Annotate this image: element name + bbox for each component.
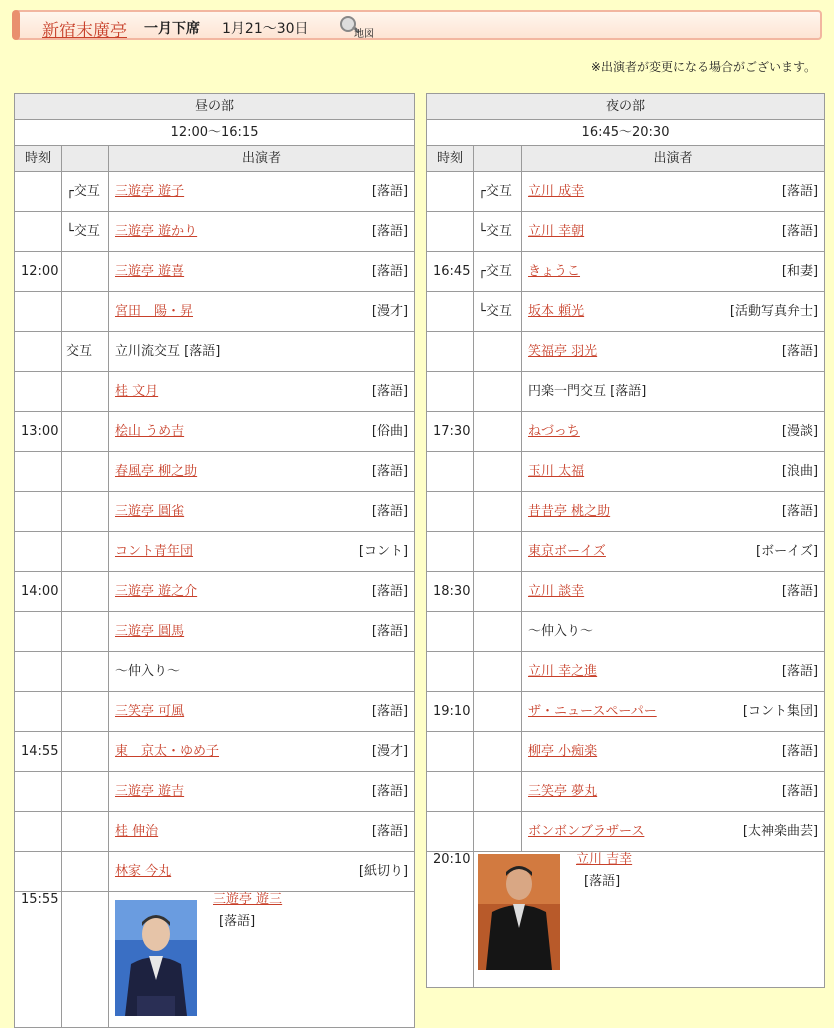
- row-rotation-mark: [474, 332, 522, 372]
- row-rotation-mark: [62, 612, 109, 652]
- row-time: 16:45: [427, 252, 474, 292]
- performer-link[interactable]: 立川 幸之進: [528, 663, 598, 679]
- schedule-row: [15, 492, 415, 532]
- row-rotation-mark: └交互: [474, 292, 522, 332]
- row-rotation-mark: [474, 772, 522, 812]
- row-time: [15, 652, 62, 692]
- row-performer-cell: [522, 412, 825, 452]
- row-time: [427, 732, 474, 772]
- row-performer-cell: [522, 652, 825, 692]
- performer-link[interactable]: 三遊亭 遊喜: [115, 263, 185, 279]
- term-label: 一月下席: [144, 21, 200, 37]
- schedule-row: [15, 612, 415, 652]
- schedule-row: [427, 572, 825, 612]
- performer-link[interactable]: 桂 伸治: [115, 823, 159, 839]
- headliner-time: 15:55: [15, 892, 62, 1028]
- performer-link[interactable]: 昔昔亭 桃之助: [528, 503, 611, 519]
- day-hours: 12:00〜16:15: [15, 120, 415, 146]
- performer-link[interactable]: 立川 幸朝: [528, 223, 585, 239]
- row-performer-cell: [522, 492, 825, 532]
- performer-line: [528, 344, 818, 360]
- schedule-row: [427, 812, 825, 852]
- row-performer-cell: [522, 212, 825, 252]
- schedule-row: [427, 732, 825, 772]
- row-time: [427, 492, 474, 532]
- row-time: [427, 652, 474, 692]
- row-rotation-mark: [62, 812, 109, 852]
- row-time: [427, 532, 474, 572]
- row-performer-cell: [522, 772, 825, 812]
- genre-label: [落語]: [371, 223, 409, 239]
- performer-link[interactable]: 三遊亭 圓馬: [115, 623, 185, 639]
- performer-line: [528, 224, 818, 240]
- performer-link[interactable]: 林家 今丸: [115, 863, 172, 879]
- row-time: [15, 492, 62, 532]
- schedule-row: [427, 212, 825, 252]
- row-performer-cell: [522, 252, 825, 292]
- performer-link[interactable]: 宮田 陽・昇: [115, 303, 194, 319]
- row-rotation-mark: [62, 252, 109, 292]
- headliner-genre: [落語]: [584, 874, 621, 889]
- performer-text: 円楽一門交互 [落語]: [528, 383, 647, 399]
- performer-link[interactable]: 立川 談幸: [528, 583, 585, 599]
- performer-link[interactable]: ボンボンブラザース: [528, 823, 645, 839]
- day-title: 昼の部: [15, 94, 415, 120]
- row-rotation-mark: ┌交互: [474, 252, 522, 292]
- schedule-row: [15, 412, 415, 452]
- row-rotation-mark: [62, 852, 109, 892]
- schedule-row: [15, 772, 415, 812]
- performer-line: [115, 504, 408, 520]
- row-time: [15, 332, 62, 372]
- schedule-row: [427, 372, 825, 412]
- performer-link[interactable]: 三笑亭 夢丸: [528, 783, 598, 799]
- row-rotation-mark: [474, 572, 522, 612]
- performer-line: [115, 464, 408, 480]
- schedule-row: [15, 732, 415, 772]
- performer-line: [528, 784, 818, 800]
- performer-line: [528, 664, 818, 680]
- genre-label: [紙切り]: [358, 863, 409, 879]
- headliner-name-link[interactable]: 三遊亭 遊三: [213, 892, 283, 907]
- genre-label: [落語]: [781, 343, 819, 359]
- row-performer-cell: [109, 812, 415, 852]
- row-rotation-mark: [62, 532, 109, 572]
- row-time: [15, 172, 62, 212]
- schedule-row: [427, 692, 825, 732]
- performer-line: [115, 584, 408, 600]
- performer-text: 立川流交互 [落語]: [115, 343, 221, 359]
- performer-link[interactable]: 東 京太・ゆめ子: [115, 743, 220, 759]
- row-rotation-mark: [62, 692, 109, 732]
- performer-link[interactable]: 三遊亭 遊かり: [115, 223, 198, 239]
- performer-line: [528, 824, 818, 840]
- mark-header: [474, 146, 522, 172]
- row-time: [15, 612, 62, 652]
- row-performer-cell: [109, 532, 415, 572]
- row-rotation-mark: [62, 452, 109, 492]
- performer-line: [528, 264, 818, 280]
- row-rotation-mark: [62, 772, 109, 812]
- performer-line: [115, 864, 408, 880]
- row-rotation-mark: [62, 412, 109, 452]
- row-rotation-mark: [474, 452, 522, 492]
- performer-line: [528, 744, 818, 760]
- performer-link[interactable]: 桂 文月: [115, 383, 159, 399]
- time-header: 時刻: [427, 146, 474, 172]
- row-time: [15, 212, 62, 252]
- schedule-row: [15, 452, 415, 492]
- schedule-row: [427, 612, 825, 652]
- map-link[interactable]: [338, 14, 378, 40]
- performer-header: 出演者: [522, 146, 825, 172]
- row-rotation-mark: [62, 372, 109, 412]
- genre-label: [落語]: [781, 223, 819, 239]
- row-performer-cell: [109, 292, 415, 332]
- genre-label: [落語]: [371, 823, 409, 839]
- row-rotation-mark: [474, 652, 522, 692]
- schedule-row: [427, 172, 825, 212]
- schedule-row: [15, 852, 415, 892]
- night-title: 夜の部: [427, 94, 825, 120]
- genre-label: [漫談]: [781, 423, 819, 439]
- performer-line: [528, 424, 818, 440]
- performer-line: [115, 704, 408, 720]
- performer-text: 〜仲入り〜: [528, 623, 594, 639]
- banner-pin: [12, 10, 20, 40]
- row-time: 14:55: [15, 732, 62, 772]
- row-time: 18:30: [427, 572, 474, 612]
- performer-link[interactable]: 柳亭 小痴楽: [528, 743, 598, 759]
- row-time: [15, 852, 62, 892]
- row-rotation-mark: [474, 812, 522, 852]
- schedule-row: [427, 252, 825, 292]
- headliner-mark: [62, 892, 109, 1028]
- row-rotation-mark: [474, 732, 522, 772]
- schedule-row: [15, 372, 415, 412]
- row-rotation-mark: ┌交互: [62, 172, 109, 212]
- row-performer-cell: [522, 372, 825, 412]
- row-performer-cell: [522, 692, 825, 732]
- row-time: 14:00: [15, 572, 62, 612]
- row-rotation-mark: └交互: [62, 212, 109, 252]
- row-performer-cell: [522, 612, 825, 652]
- headliner-photo[interactable]: [478, 854, 560, 970]
- schedule-row: [15, 332, 415, 372]
- day-schedule-table: [14, 93, 415, 1028]
- night-hours: 16:45〜20:30: [427, 120, 825, 146]
- genre-label: [落語]: [371, 503, 409, 519]
- schedule-row: [427, 492, 825, 532]
- schedule-row: [427, 532, 825, 572]
- performer-link[interactable]: 三遊亭 圓雀: [115, 503, 185, 519]
- row-time: [15, 452, 62, 492]
- performer-line: [115, 384, 408, 400]
- genre-label: [太神楽曲芸]: [742, 823, 819, 839]
- row-performer-cell: [109, 612, 415, 652]
- row-time: [427, 812, 474, 852]
- row-rotation-mark: [62, 572, 109, 612]
- row-performer-cell: [109, 252, 415, 292]
- genre-label: [活動写真弁士]: [729, 303, 819, 319]
- performer-line: [528, 384, 818, 400]
- genre-label: [落語]: [371, 463, 409, 479]
- headliner-time: 20:10: [427, 852, 474, 988]
- performer-line: [115, 664, 408, 680]
- performer-line: [115, 424, 408, 440]
- genre-label: [落語]: [781, 743, 819, 759]
- row-performer-cell: [109, 372, 415, 412]
- performer-line: [528, 184, 818, 200]
- performer-line: [115, 264, 408, 280]
- schedule-row: [15, 812, 415, 852]
- row-performer-cell: [522, 292, 825, 332]
- row-performer-cell: [109, 692, 415, 732]
- row-performer-cell: [109, 572, 415, 612]
- time-header: 時刻: [15, 146, 62, 172]
- row-time: [427, 332, 474, 372]
- performer-line: [528, 584, 818, 600]
- performer-line: [115, 184, 408, 200]
- performer-link[interactable]: 三遊亭 遊子: [115, 183, 185, 199]
- row-time: 12:00: [15, 252, 62, 292]
- row-performer-cell: [522, 452, 825, 492]
- performer-link[interactable]: ねづっち: [528, 423, 580, 439]
- schedule-row: [15, 252, 415, 292]
- headliner-name-link[interactable]: 立川 吉幸: [576, 852, 633, 867]
- genre-label: [落語]: [781, 183, 819, 199]
- headliner-cell: [109, 892, 415, 1028]
- row-time: [15, 532, 62, 572]
- performer-link[interactable]: 坂本 頼光: [528, 303, 585, 319]
- genre-label: [和妻]: [781, 263, 819, 279]
- genre-label: [コント]: [358, 543, 409, 559]
- row-time: 19:10: [427, 692, 474, 732]
- row-rotation-mark: [474, 492, 522, 532]
- row-rotation-mark: ┌交互: [474, 172, 522, 212]
- performer-link[interactable]: 玉川 太福: [528, 463, 585, 479]
- performer-link[interactable]: 春風亭 柳之助: [115, 463, 198, 479]
- row-performer-cell: [522, 572, 825, 612]
- row-rotation-mark: [474, 412, 522, 452]
- row-performer-cell: [109, 492, 415, 532]
- genre-label: [コント集団]: [742, 703, 819, 719]
- headliner-photo[interactable]: [115, 900, 197, 1016]
- performer-link[interactable]: きょうこ: [528, 263, 581, 279]
- performer-link[interactable]: コント青年団: [115, 543, 194, 559]
- headliner-genre: [落語]: [219, 914, 256, 929]
- row-time: [427, 772, 474, 812]
- performer-line: [115, 344, 408, 360]
- headliner-cell: [474, 852, 825, 988]
- genre-label: [落語]: [371, 783, 409, 799]
- row-time: [15, 812, 62, 852]
- row-rotation-mark: [474, 532, 522, 572]
- row-rotation-mark: [62, 292, 109, 332]
- performer-line: [528, 624, 818, 640]
- schedule-row: [427, 772, 825, 812]
- performer-line: [115, 224, 408, 240]
- genre-label: [落語]: [371, 703, 409, 719]
- schedule-row: [427, 332, 825, 372]
- row-performer-cell: [109, 652, 415, 692]
- row-performer-cell: [109, 772, 415, 812]
- schedule-row: [15, 172, 415, 212]
- row-time: [427, 292, 474, 332]
- row-time: [427, 452, 474, 492]
- row-time: [427, 612, 474, 652]
- genre-label: [落語]: [781, 663, 819, 679]
- map-label: 地図: [354, 29, 374, 40]
- genre-label: [落語]: [781, 783, 819, 799]
- change-notice: ※出演者が変更になる場合がございます。: [590, 60, 816, 74]
- schedule-row: [15, 652, 415, 692]
- performer-line: [528, 304, 818, 320]
- genre-label: [落語]: [371, 583, 409, 599]
- row-performer-cell: [109, 172, 415, 212]
- row-time: [15, 292, 62, 332]
- row-performer-cell: [109, 212, 415, 252]
- performer-line: [115, 824, 408, 840]
- genre-label: [落語]: [781, 583, 819, 599]
- row-rotation-mark: [474, 612, 522, 652]
- performer-link[interactable]: 桧山 うめ吉: [115, 423, 185, 439]
- row-rotation-mark: [474, 372, 522, 412]
- row-performer-cell: [522, 812, 825, 852]
- row-rotation-mark: [62, 732, 109, 772]
- row-performer-cell: [109, 452, 415, 492]
- schedule-row: [15, 212, 415, 252]
- performer-line: [115, 784, 408, 800]
- row-rotation-mark: [62, 492, 109, 532]
- schedule-row: [15, 572, 415, 612]
- row-time: 13:00: [15, 412, 62, 452]
- schedule-row: [427, 412, 825, 452]
- performer-line: [115, 304, 408, 320]
- schedule-row: [427, 452, 825, 492]
- genre-label: [ボーイズ]: [756, 543, 819, 559]
- performer-line: [528, 544, 818, 560]
- row-time: [427, 212, 474, 252]
- row-time: [427, 172, 474, 212]
- schedule-row: [15, 532, 415, 572]
- performer-line: [528, 704, 818, 720]
- title-banner: [14, 10, 822, 40]
- performer-line: [115, 744, 408, 760]
- row-rotation-mark: [474, 692, 522, 732]
- schedule-row: [427, 652, 825, 692]
- row-time: 17:30: [427, 412, 474, 452]
- performer-line: [115, 624, 408, 640]
- performer-line: [115, 544, 408, 560]
- performer-link[interactable]: 三笑亭 可風: [115, 703, 185, 719]
- row-performer-cell: [522, 732, 825, 772]
- performer-link[interactable]: ザ・ニュースペーパー: [528, 703, 657, 719]
- genre-label: [落語]: [371, 383, 409, 399]
- performer-line: [528, 464, 818, 480]
- performer-header: 出演者: [109, 146, 415, 172]
- row-time: [427, 372, 474, 412]
- row-time: [15, 772, 62, 812]
- row-performer-cell: [522, 172, 825, 212]
- genre-label: [漫才]: [371, 303, 409, 319]
- row-performer-cell: [109, 852, 415, 892]
- performer-link[interactable]: 笑福亭 羽光: [528, 343, 598, 359]
- genre-label: [俗曲]: [371, 423, 409, 439]
- date-range: 1月21〜30日: [222, 21, 309, 37]
- row-rotation-mark: └交互: [474, 212, 522, 252]
- performer-line: [528, 504, 818, 520]
- mark-header: [62, 146, 109, 172]
- row-performer-cell: [109, 332, 415, 372]
- row-rotation-mark: 交互: [62, 332, 109, 372]
- schedule-row: [15, 292, 415, 332]
- row-time: [15, 692, 62, 732]
- schedule-row: [427, 292, 825, 332]
- performer-link[interactable]: 三遊亭 遊之介: [115, 583, 198, 599]
- venue-link[interactable]: 新宿末廣亭: [42, 21, 127, 41]
- genre-label: [落語]: [781, 503, 819, 519]
- performer-link[interactable]: 三遊亭 遊吉: [115, 783, 185, 799]
- genre-label: [漫才]: [371, 743, 409, 759]
- genre-label: [落語]: [371, 623, 409, 639]
- row-rotation-mark: [62, 652, 109, 692]
- row-performer-cell: [522, 332, 825, 372]
- performer-link[interactable]: 東京ボーイズ: [528, 543, 606, 559]
- row-performer-cell: [522, 532, 825, 572]
- genre-label: [落語]: [371, 183, 409, 199]
- performer-link[interactable]: 立川 成幸: [528, 183, 585, 199]
- row-performer-cell: [109, 412, 415, 452]
- schedule-row: [15, 692, 415, 732]
- row-time: [15, 372, 62, 412]
- row-performer-cell: [109, 732, 415, 772]
- night-schedule-table: [426, 93, 825, 988]
- genre-label: [浪曲]: [781, 463, 819, 479]
- genre-label: [落語]: [371, 263, 409, 279]
- performer-text: 〜仲入り〜: [115, 663, 181, 679]
